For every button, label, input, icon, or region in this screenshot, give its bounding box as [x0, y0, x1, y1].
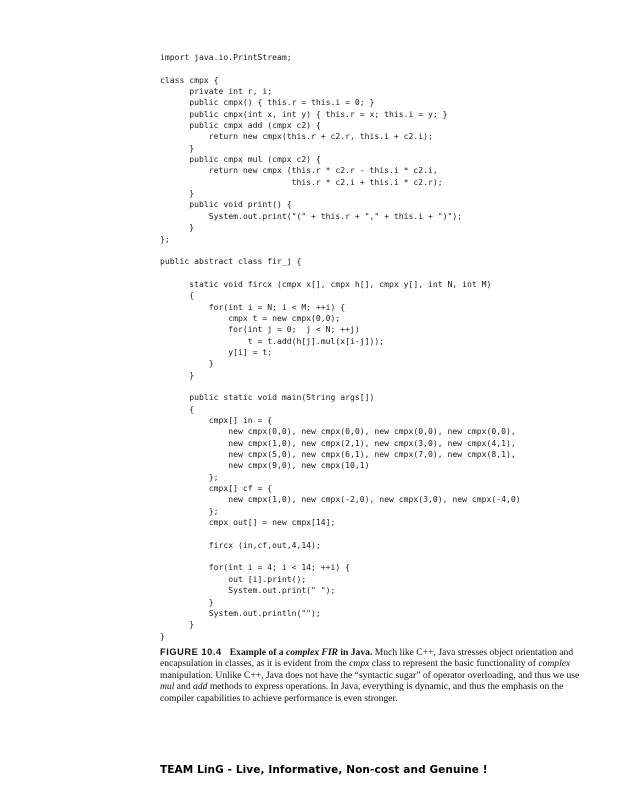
code-line: new cmpx(1,0), new cmpx(2,1), new cmpx(3,0), new cmpx(4,1), — [160, 437, 516, 448]
code-line: for(int i = N; i < M; ++i) { — [160, 301, 346, 312]
code-line: this.r * c2.i + this.i * c2.r); — [160, 176, 443, 187]
code-line: } — [160, 369, 195, 380]
code-line: for(int i = 4; i < 14; ++i) { — [160, 562, 351, 573]
caption-emphasis-add: add — [193, 681, 208, 693]
code-line: for(int j = 0; j < N; ++j) — [160, 324, 360, 335]
code-line: private int r, i; — [160, 86, 273, 97]
code-line: cmpx[] in = { — [160, 415, 273, 425]
code-line: public cmpx(int x, int y) { this.r = x; this.i = y; } — [160, 108, 448, 119]
code-line — [160, 245, 521, 256]
code-line: return new cmpx (this.r * c2.r - this.i * c2.i, — [160, 165, 438, 176]
code-line: y[i] = t; — [160, 346, 273, 357]
code-line: System.out.println(""); — [160, 607, 321, 618]
figure-title-emphasis: complex FIR — [285, 647, 338, 658]
caption-emphasis-mul: mul — [160, 681, 175, 693]
code-line: cmpx[] cf = { — [160, 483, 273, 494]
code-line: public cmpx mul (cmpx c2) { — [160, 154, 321, 165]
code-line: fircx (in,cf,out,4,14); — [160, 539, 321, 550]
caption-body-part-3: manipulation. Unlike C++, Java does not have the “syntactic sugar” of operator overloading, and thus we use — [160, 669, 580, 681]
caption-emphasis-cmpx: cmpx — [349, 658, 370, 670]
code-line: static void fircx (cmpx x[], cmpx h[], cmpx y[], int N, int M) — [160, 278, 492, 289]
code-line: } — [160, 188, 195, 199]
code-line: new cmpx(1,0), new cmpx(-2,0), new cmpx(3,0), new cmpx(-4,0) — [160, 494, 521, 505]
code-line: out [i].print(); — [160, 573, 307, 584]
figure-number: FIGURE 10.4 — [160, 647, 222, 657]
figure-title-suffix: in Java. — [337, 647, 373, 658]
code-line: new cmpx(5,0), new cmpx(6,1), new cmpx(7,0), new cmpx(8,1), — [160, 449, 516, 460]
code-line: }; — [160, 471, 219, 482]
code-line: } — [160, 630, 165, 641]
page-footer: TEAM LinG - Live, Informative, Non-cost and Genuine ! — [160, 764, 488, 776]
code-line — [160, 551, 521, 562]
code-line: cmpx out[] = new cmpx[14]; — [160, 517, 336, 528]
code-line: cmpx t = new cmpx(0,0); — [160, 312, 341, 323]
caption-body-part-1: Much like C++, Java stresses object orientation and encapsulation in classes, as it is evident from the — [160, 647, 574, 670]
code-line: new cmpx(0,0), new cmpx(0,0), new cmpx(0,0), new cmpx(0,0), — [160, 426, 516, 437]
caption-body-part-4: and — [174, 681, 194, 693]
code-line — [160, 63, 521, 74]
code-line: public static void main(String args[]) — [160, 392, 375, 403]
code-line: System.out.print(" "); — [160, 585, 336, 596]
figure-title — [230, 647, 373, 658]
code-line: } — [160, 222, 195, 233]
code-line: public void print() { — [160, 199, 292, 210]
code-line — [160, 528, 521, 539]
figure-title-prefix: Example of a — [229, 647, 286, 658]
code-line: { — [160, 290, 195, 301]
code-line: } — [160, 358, 214, 369]
code-line: import java.io.PrintStream; — [160, 52, 292, 62]
code-line: } — [160, 596, 214, 607]
code-line: }; — [160, 505, 219, 516]
code-line — [160, 381, 521, 392]
code-line: new cmpx(9,0), new cmpx(10,1) — [160, 460, 370, 471]
code-line: { — [160, 403, 195, 414]
code-line: }; — [160, 233, 170, 244]
code-line: return new cmpx(this.r + c2.r, this.i + c2.i); — [160, 131, 433, 142]
code-listing — [160, 52, 521, 642]
code-line: } — [160, 142, 195, 153]
code-line: public abstract class fir_j { — [160, 256, 302, 267]
code-line: public cmpx add (cmpx c2) { — [160, 120, 321, 131]
caption-body-part-2: class to represent the basic functionality of — [369, 658, 539, 670]
code-line: t = t.add(h[j].mul(x[i-j])); — [160, 335, 385, 346]
caption-body-part-5: methods to express operations. In Java, everything is dynamic, and thus the emphasis on the compiler capabilities to achieve performance is even stronger. — [160, 681, 564, 704]
code-line: class cmpx { — [160, 74, 219, 85]
code-line: System.out.print("(" + this.r + "," + this.i + ")"); — [160, 210, 463, 221]
code-line: } — [160, 619, 195, 630]
code-line: public cmpx() { this.r = this.i = 0; } — [160, 97, 375, 108]
figure-caption — [160, 647, 590, 704]
caption-emphasis-complex: complex — [538, 658, 571, 670]
code-line — [160, 268, 521, 279]
